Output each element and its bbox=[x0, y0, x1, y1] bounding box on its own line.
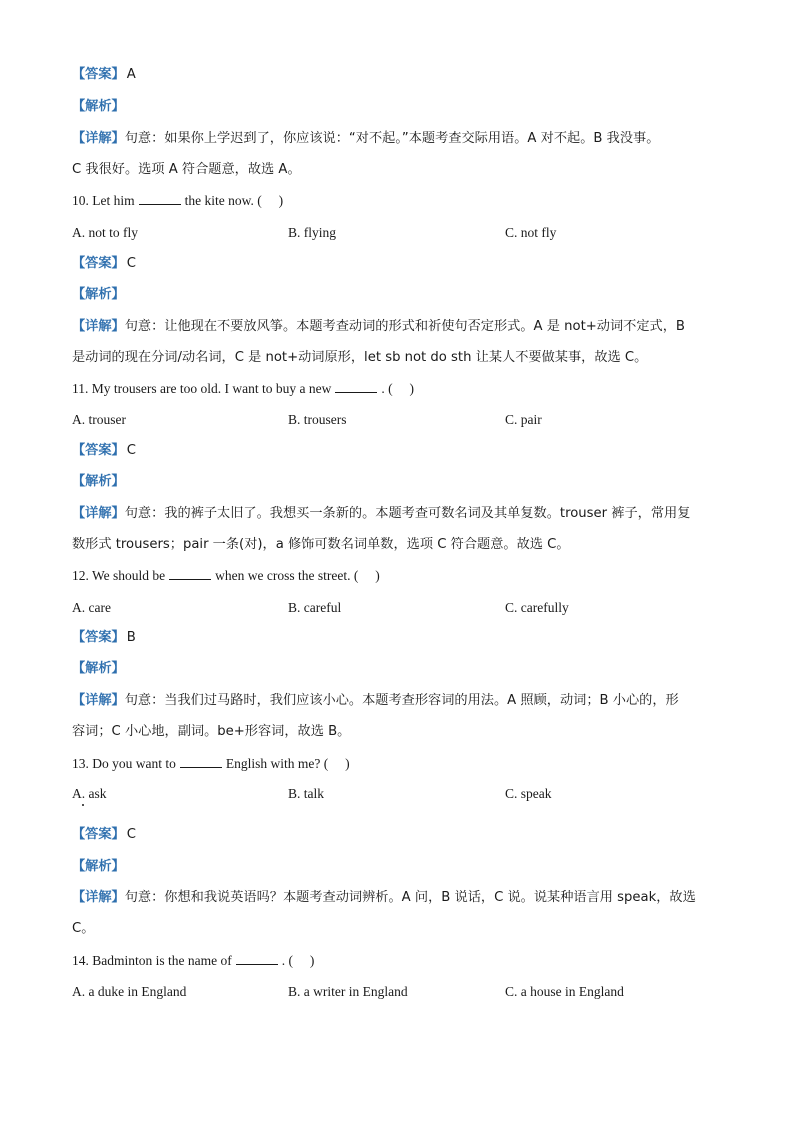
answer-tag: 【答案】 bbox=[72, 827, 125, 842]
question-text: 13. Do you want to bbox=[72, 756, 176, 771]
option-c: C. not fly bbox=[505, 225, 557, 240]
detail-tag: 【详解】 bbox=[72, 693, 125, 708]
question-text-end: the kite now. ( ) bbox=[184, 193, 284, 208]
stray-dot bbox=[82, 804, 84, 806]
detail-line-1 bbox=[72, 130, 728, 148]
option-b: B. talk bbox=[288, 786, 324, 801]
option-b: B. trousers bbox=[288, 412, 347, 427]
detail-line-1 bbox=[72, 505, 728, 523]
answer-value: A bbox=[126, 67, 136, 82]
answer-value: B bbox=[126, 630, 136, 645]
answer-blank bbox=[236, 952, 278, 965]
question-text-end: . ( ) bbox=[281, 953, 315, 968]
analysis-heading bbox=[72, 660, 728, 678]
analysis-tag: 【解析】 bbox=[72, 661, 125, 676]
answer-line bbox=[72, 66, 728, 84]
detail-line-1 bbox=[72, 692, 728, 710]
detail-tag: 【详解】 bbox=[72, 319, 125, 334]
option-a: A. ask bbox=[72, 786, 107, 801]
question-text-end: when we cross the street. ( ) bbox=[215, 568, 380, 583]
question-13 bbox=[72, 755, 728, 773]
option-b: B. a writer in England bbox=[288, 984, 408, 999]
analysis-heading bbox=[72, 858, 728, 876]
question-text: 11. My trousers are too old. I want to buy a new bbox=[72, 381, 332, 396]
question-text-end: . ( ) bbox=[381, 381, 414, 396]
question-12 bbox=[72, 567, 728, 585]
question-text: 10. Let him bbox=[72, 193, 135, 208]
analysis-tag: 【解析】 bbox=[72, 99, 125, 114]
detail-line-1 bbox=[72, 318, 728, 336]
option-c: C. speak bbox=[505, 786, 552, 801]
detail-text: 句意：你想和我说英语吗？本题考查动词辨析。A 问，B 说话，C 说。说某种语言用 speak，故选 bbox=[124, 890, 696, 905]
answer-line bbox=[72, 442, 728, 460]
detail-line-1 bbox=[72, 889, 728, 907]
question-11 bbox=[72, 380, 728, 398]
detail-text: 句意：当我们过马路时，我们应该小心。本题考查形容词的用法。A 照顾，动词；B 小心的，形 bbox=[124, 693, 679, 708]
option-a: A. not to fly bbox=[72, 225, 138, 240]
analysis-tag: 【解析】 bbox=[72, 859, 125, 874]
question-text: 12. We should be bbox=[72, 568, 166, 583]
detail-line-2: 是动词的现在分词/动名词，C 是 not+动词原形，let sb not do sth 让某人不要做某事，故选 C。 bbox=[72, 350, 648, 365]
detail-text: 句意：我的裤子太旧了。我想买一条新的。本题考查可数名词及其单复数。trouser 裤子，常用复 bbox=[124, 506, 691, 521]
answer-line bbox=[72, 255, 728, 273]
answer-blank bbox=[169, 567, 211, 580]
answer-tag: 【答案】 bbox=[72, 256, 125, 271]
option-a: A. a duke in England bbox=[72, 984, 187, 999]
answer-blank bbox=[335, 380, 377, 393]
answer-line bbox=[72, 826, 728, 844]
answer-blank bbox=[139, 192, 181, 205]
analysis-heading bbox=[72, 286, 728, 304]
answer-tag: 【答案】 bbox=[72, 443, 125, 458]
answer-value: C bbox=[126, 827, 136, 842]
option-c: C. carefully bbox=[505, 600, 569, 615]
option-b: B. flying bbox=[288, 225, 337, 240]
answer-tag: 【答案】 bbox=[72, 67, 125, 82]
answer-blank bbox=[180, 755, 222, 768]
analysis-tag: 【解析】 bbox=[72, 474, 125, 489]
answer-tag: 【答案】 bbox=[72, 630, 125, 645]
detail-tag: 【详解】 bbox=[72, 506, 125, 521]
detail-tag: 【详解】 bbox=[72, 131, 125, 146]
answer-value: C bbox=[126, 443, 136, 458]
detail-text: 句意：如果你上学迟到了，你应该说：“对不起。”本题考查交际用语。A 对不起。B 我没事。 bbox=[124, 131, 660, 146]
option-a: A. trouser bbox=[72, 412, 126, 427]
option-c: C. pair bbox=[505, 412, 542, 427]
analysis-tag: 【解析】 bbox=[72, 287, 125, 302]
detail-line-2: C。 bbox=[72, 921, 95, 936]
answer-line bbox=[72, 629, 728, 647]
question-14 bbox=[72, 952, 728, 970]
analysis-heading bbox=[72, 473, 728, 491]
question-text-end: English with me? ( ) bbox=[225, 756, 350, 771]
detail-tag: 【详解】 bbox=[72, 890, 125, 905]
analysis-heading bbox=[72, 98, 728, 116]
detail-line-2: 数形式 trousers；pair 一条(对)，a 修饰可数名词单数，选项 C 符合题意。故选 C。 bbox=[72, 537, 570, 552]
question-text: 14. Badminton is the name of bbox=[72, 953, 232, 968]
detail-text: 句意：让他现在不要放风筝。本题考查动词的形式和祈使句否定形式。A 是 not+动词不定式，B bbox=[124, 319, 685, 334]
option-a: A. care bbox=[72, 600, 111, 615]
detail-line-2: C 我很好。选项 A 符合题意，故选 A。 bbox=[72, 162, 301, 177]
option-b: B. careful bbox=[288, 600, 342, 615]
option-c: C. a house in England bbox=[505, 984, 624, 999]
detail-line-2: 容词；C 小心地，副词。be+形容词，故选 B。 bbox=[72, 724, 351, 739]
question-10 bbox=[72, 192, 728, 210]
answer-value: C bbox=[126, 256, 136, 271]
